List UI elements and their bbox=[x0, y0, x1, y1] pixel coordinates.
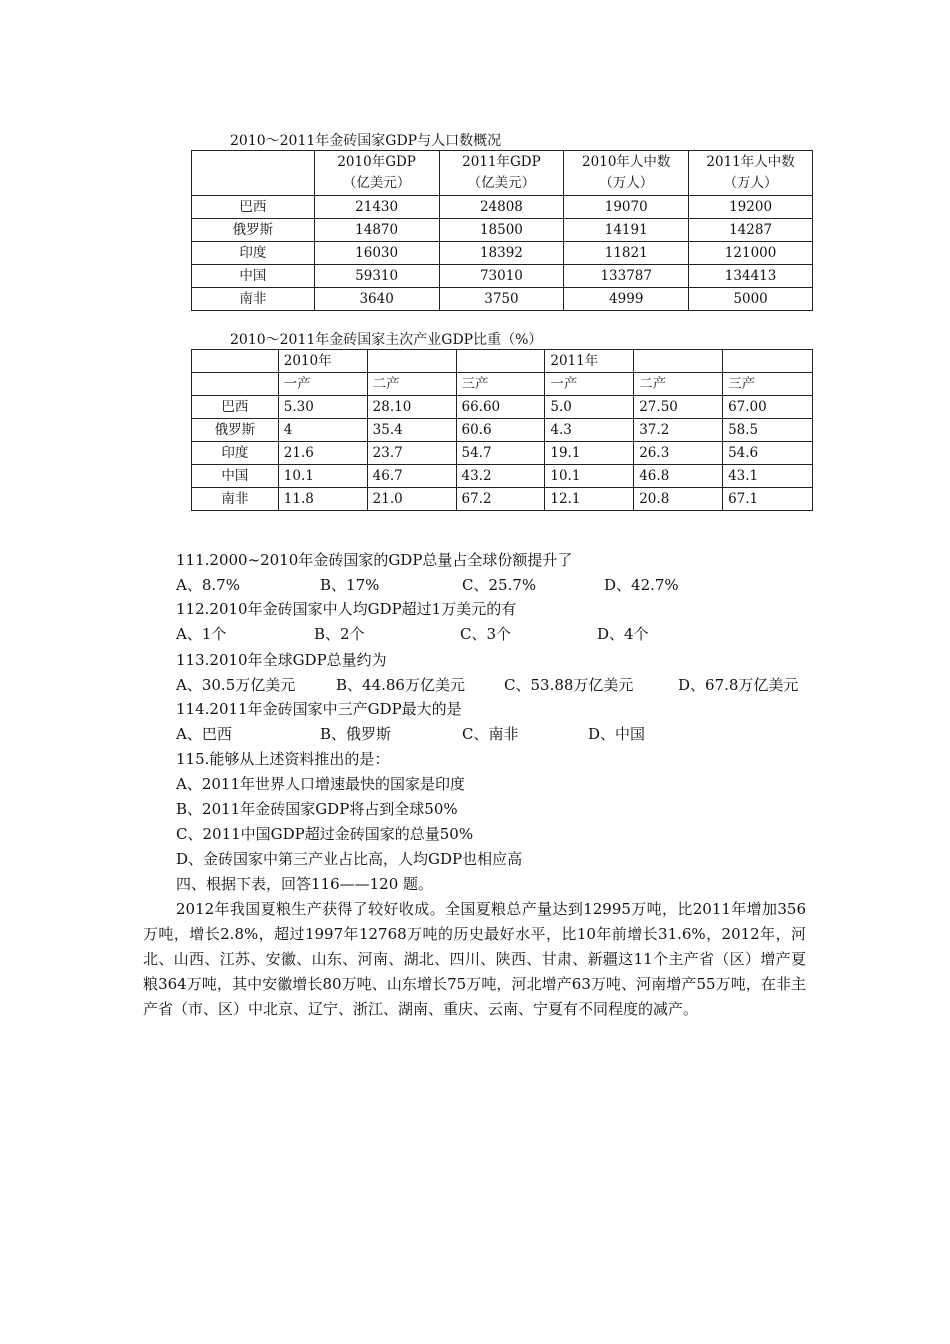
country-cell: 俄罗斯 bbox=[192, 219, 315, 242]
year-cell: 2010年 bbox=[278, 350, 367, 373]
country-cell: 印度 bbox=[192, 242, 315, 265]
table-row bbox=[192, 396, 813, 419]
table-cell: 67.1 bbox=[723, 488, 813, 511]
table-cell: 27.50 bbox=[634, 396, 723, 419]
table-cell: 28.10 bbox=[367, 396, 456, 419]
table-cell: 134413 bbox=[689, 265, 813, 288]
table-cell bbox=[456, 350, 545, 373]
table-cell: 10.1 bbox=[545, 465, 634, 488]
section-heading: 四、根据下表，回答116——120 题。 bbox=[176, 875, 434, 893]
table-cell: 58.5 bbox=[723, 419, 813, 442]
table-cell: 19200 bbox=[689, 196, 813, 219]
question-115-option-c: C、2011中国GDP超过金砖国家的总量50% bbox=[176, 825, 474, 843]
table-cell: 5.30 bbox=[278, 396, 367, 419]
table-cell: 133787 bbox=[564, 265, 689, 288]
table-row bbox=[192, 219, 813, 242]
question-114-stem: 114.2011年金砖国家中三产GDP最大的是 bbox=[176, 700, 462, 718]
country-cell: 南非 bbox=[192, 488, 279, 511]
option-a: A、8.7% bbox=[176, 576, 240, 594]
sector-cell: 一产 bbox=[278, 373, 367, 396]
table-cell: 11821 bbox=[564, 242, 689, 265]
table-cell: 4999 bbox=[564, 288, 689, 311]
table-cell bbox=[723, 350, 813, 373]
country-cell: 南非 bbox=[192, 288, 315, 311]
option-a: A、巴西 bbox=[176, 725, 232, 743]
option-c: C、3个 bbox=[460, 625, 512, 643]
option-b: B、17% bbox=[320, 576, 380, 594]
option-b: B、44.86万亿美元 bbox=[336, 676, 465, 694]
question-113-stem: 113.2010年全球GDP总量约为 bbox=[176, 651, 387, 669]
table-cell: 21430 bbox=[314, 196, 439, 219]
question-115-stem: 115.能够从上述资料推出的是： bbox=[176, 750, 390, 768]
country-cell: 中国 bbox=[192, 465, 279, 488]
table-cell: 35.4 bbox=[367, 419, 456, 442]
sector-cell: 三产 bbox=[723, 373, 813, 396]
table-cell: 18392 bbox=[439, 242, 564, 265]
table2-caption: 2010～2011年金砖国家主次产业GDP比重（%） bbox=[230, 332, 543, 348]
sector-cell: 一产 bbox=[545, 373, 634, 396]
table-cell: 5000 bbox=[689, 288, 813, 311]
table-cell: 20.8 bbox=[634, 488, 723, 511]
table1-header-row bbox=[192, 151, 813, 196]
sector-cell: 三产 bbox=[456, 373, 545, 396]
table-cell: 43.2 bbox=[456, 465, 545, 488]
table-cell: 4.3 bbox=[545, 419, 634, 442]
sector-cell: 二产 bbox=[634, 373, 723, 396]
table-cell: 24808 bbox=[439, 196, 564, 219]
table-cell: 10.1 bbox=[278, 465, 367, 488]
table-cell bbox=[192, 373, 279, 396]
question-112-stem: 112.2010年金砖国家中人均GDP超过1万美元的有 bbox=[176, 600, 517, 618]
option-d: D、中国 bbox=[588, 725, 646, 743]
sector-cell: 二产 bbox=[367, 373, 456, 396]
table-cell: 73010 bbox=[439, 265, 564, 288]
table-cell: 60.6 bbox=[456, 419, 545, 442]
table-row bbox=[192, 242, 813, 265]
table-cell: 46.8 bbox=[634, 465, 723, 488]
option-c: C、南非 bbox=[462, 725, 519, 743]
option-a: A、30.5万亿美元 bbox=[176, 676, 296, 694]
table-cell: 54.6 bbox=[723, 442, 813, 465]
table-cell: 59310 bbox=[314, 265, 439, 288]
table-cell: 14870 bbox=[314, 219, 439, 242]
table-cell: 54.7 bbox=[456, 442, 545, 465]
country-cell: 俄罗斯 bbox=[192, 419, 279, 442]
country-cell: 中国 bbox=[192, 265, 315, 288]
table-cell: 12.1 bbox=[545, 488, 634, 511]
table-cell: 26.3 bbox=[634, 442, 723, 465]
option-b: B、俄罗斯 bbox=[320, 725, 392, 743]
table-cell: 3640 bbox=[314, 288, 439, 311]
table-cell bbox=[367, 350, 456, 373]
option-a: A、1个 bbox=[176, 625, 227, 643]
table-cell: 23.7 bbox=[367, 442, 456, 465]
table-row bbox=[192, 265, 813, 288]
table-row bbox=[192, 442, 813, 465]
table-cell: 19.1 bbox=[545, 442, 634, 465]
table-row bbox=[192, 465, 813, 488]
question-115-option-b: B、2011年金砖国家GDP将占到全球50% bbox=[176, 800, 458, 818]
industry-share-table bbox=[191, 349, 813, 511]
table-cell: 11.8 bbox=[278, 488, 367, 511]
table-cell: 16030 bbox=[314, 242, 439, 265]
table-row bbox=[192, 196, 813, 219]
table-row bbox=[192, 288, 813, 311]
table-cell: 43.1 bbox=[723, 465, 813, 488]
option-c: C、25.7% bbox=[462, 576, 537, 594]
table-cell: 21.0 bbox=[367, 488, 456, 511]
table-row bbox=[192, 488, 813, 511]
table-cell: 14191 bbox=[564, 219, 689, 242]
year-cell: 2011年 bbox=[545, 350, 634, 373]
table1-header-cell: 2011年GDP （亿美元） bbox=[439, 151, 564, 196]
table1-header-cell: 2010年人中数 （万人） bbox=[564, 151, 689, 196]
table-row bbox=[192, 419, 813, 442]
question-115-option-d: D、金砖国家中第三产业占比高，人均GDP也相应高 bbox=[176, 850, 523, 868]
country-cell: 印度 bbox=[192, 442, 279, 465]
table-cell: 4 bbox=[278, 419, 367, 442]
table-cell: 21.6 bbox=[278, 442, 367, 465]
option-d: D、67.8万亿美元 bbox=[678, 676, 799, 694]
question-115-option-a: A、2011年世界人口增速最快的国家是印度 bbox=[176, 775, 466, 793]
passage-paragraph: 2012年我国夏粮生产获得了较好收成。全国夏粮总产量达到12995万吨，比2011年增加356万吨，增长2.8%，超过1997年12768万吨的历史最好水平，比10年前增长31.6%，2012年，河北、山西、江苏、安徽、山东、河南、湖北、四川、陕西、甘肃、新疆这11个主产省（区）增产夏粮364万吨，其中安徽增长80万吨、山东增长75万吨，河北增产63万吨、河南增产55万吨，在非主产省（市、区）中北京、辽宁、浙江、湖南、重庆、云南、宁夏有不同程度的减产。 bbox=[143, 900, 806, 1018]
table-cell: 67.2 bbox=[456, 488, 545, 511]
option-c: C、53.88万亿美元 bbox=[504, 676, 634, 694]
year-row bbox=[192, 350, 813, 373]
table-cell: 121000 bbox=[689, 242, 813, 265]
table-cell: 46.7 bbox=[367, 465, 456, 488]
table-cell: 67.00 bbox=[723, 396, 813, 419]
table-cell: 37.2 bbox=[634, 419, 723, 442]
table1-caption: 2010～2011年金砖国家GDP与人口数概况 bbox=[230, 133, 502, 149]
table1-header-cell bbox=[192, 151, 315, 196]
option-d: D、4个 bbox=[597, 625, 649, 643]
table-cell: 66.60 bbox=[456, 396, 545, 419]
gdp-population-table bbox=[191, 150, 813, 311]
table-cell: 19070 bbox=[564, 196, 689, 219]
country-cell: 巴西 bbox=[192, 196, 315, 219]
table-cell: 5.0 bbox=[545, 396, 634, 419]
table1-header-cell: 2011年人中数 （万人） bbox=[689, 151, 813, 196]
country-cell: 巴西 bbox=[192, 396, 279, 419]
option-b: B、2个 bbox=[314, 625, 365, 643]
table1-header-cell: 2010年GDP （亿美元） bbox=[314, 151, 439, 196]
table-cell: 3750 bbox=[439, 288, 564, 311]
option-d: D、42.7% bbox=[604, 576, 679, 594]
table-cell bbox=[192, 350, 279, 373]
sector-row bbox=[192, 373, 813, 396]
table-cell: 14287 bbox=[689, 219, 813, 242]
table-cell: 18500 bbox=[439, 219, 564, 242]
table-cell bbox=[634, 350, 723, 373]
question-111-stem: 111.2000~2010年金砖国家的GDP总量占全球份额提升了 bbox=[176, 551, 573, 569]
